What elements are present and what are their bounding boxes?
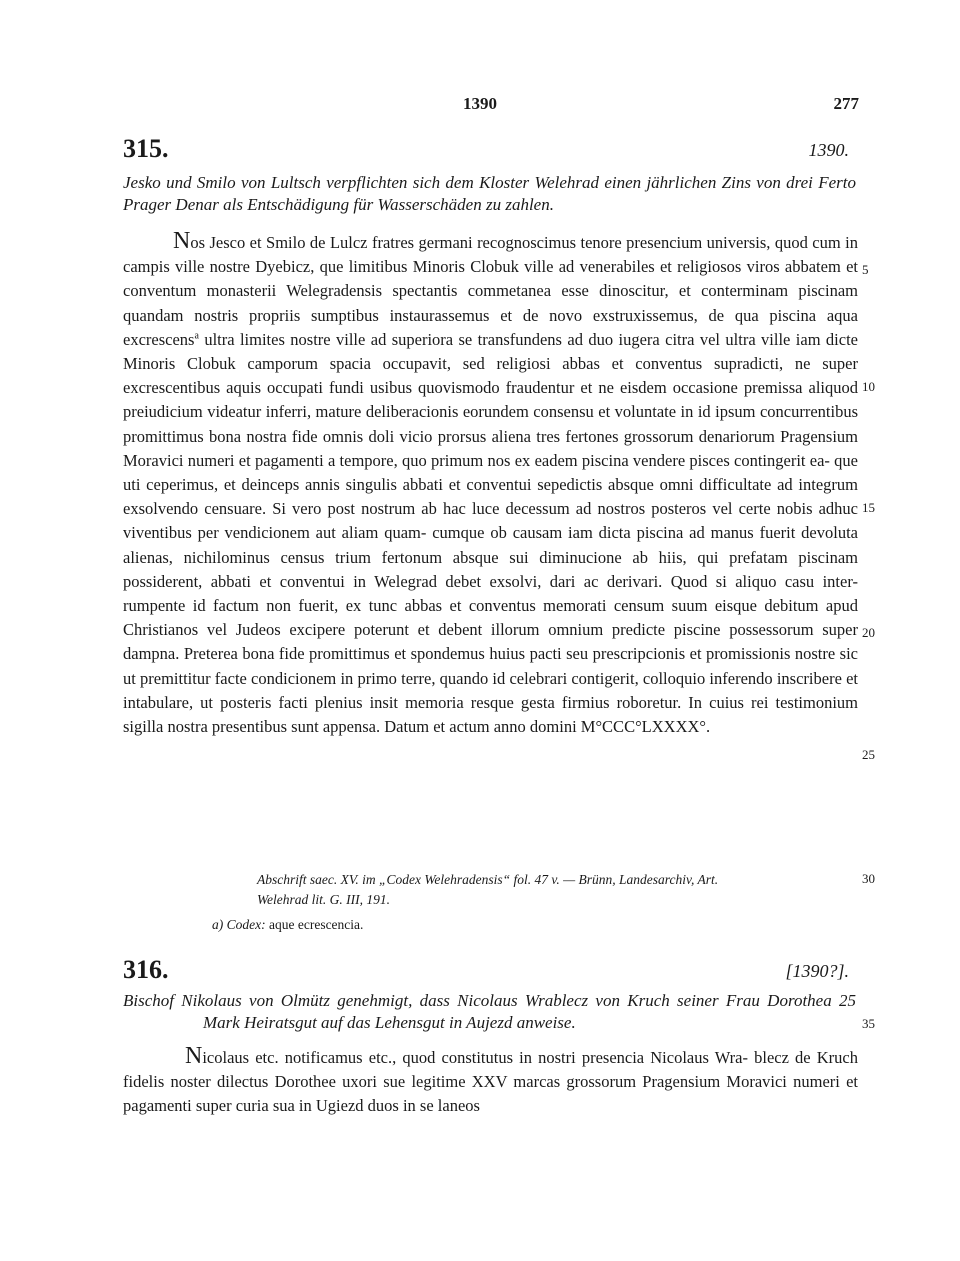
text-part: icolaus etc. notificamus etc., quod constitutus in nostri presencia Nicolaus Wra- blecz de Kruch fidelis noster dilectus Dorothee uxori sue legitime XXV marcas grossorum Pragensium Moravici numeri et pagamenti super curia sua in Ugiezd duos in se laneos — [123, 1048, 858, 1116]
line-number: 10 — [862, 379, 875, 394]
source-line: Welehrad lit. G. III, 191. — [257, 892, 390, 907]
doc-number: 315. — [123, 134, 169, 163]
doc-316-regest: Bischof Nikolaus von Olmütz genehmigt, dass Nicolaus Wrablecz von Kruch seiner Frau Dorothea 25 Mark Heiratsgut auf das Lehensgut in Aujezd anweise. — [123, 991, 856, 1032]
doc-number: 316. — [123, 955, 169, 984]
footnote — [212, 917, 363, 933]
footnote-marker: a — [194, 330, 199, 342]
line-number: 5 — [862, 262, 869, 277]
line-number: 20 — [862, 625, 875, 640]
footnote-label: a) Codex: — [212, 917, 266, 932]
text-part: os Jesco et Smilo de Lulcz fratres germani recognoscimus tenore presencium universis, quod cum in campis ville nostre Dyebicz, que limitibus Minoris Clobuk ville ad venerabiles et religiosos viros abbatem et conventum monasterii Welegradensis spectantis commetanea esse dinoscitur, et conterminam piscinam quandam nostris propriis sumptibus instaurassemus et de novo exstruxissemus, de qua piscina aqua excrescens — [123, 233, 858, 349]
doc-315-heading — [123, 134, 849, 164]
doc-316-heading — [123, 955, 849, 985]
doc-315-regest: Jesko und Smilo von Lultsch verpflichten sich dem Kloster Welehrad einen jährlichen Zins von drei Ferto Prager Denar als Entschädigung für Wasserschäden zu zahlen. — [123, 173, 856, 214]
text-part: ultra limites nostre ville ad superiora se transfundens ad duo iugera citra vel ultra ville iam dicte Minoris Clobuk camporum spacia occupavit, sed religiosi abbas et conventus supradicti, ne super excrescentibus aquis occupati fundi usibus quovismodo fraudentur et ne eisdem occasione premissa aliquod preiudicium videatur inferri, mature deliberacionis eorundem consensu et voluntate in id ipsum concurrentibus promittimus bona nostra fide omnis doli vicio prorsus aliena tres fertones grossorum denariorum Pragensium Moravici numeri et pagamenti a tempore, quo primum nos ex eadem piscina vendere pisces contingerit ea- que uti ceperimus, et deinceps annis singulis abbati et conventui sepedictis absque omni difficultate ad integrum exsolvendo censuare. Si vero post nostrum ab hac luce decessum ad nostros posteros vel certe nobis adhuc viventibus per vendicionem aut aliam quam- cumque ob causam iam dicta piscina ad manus fuerit devoluta alienas, nichilominus census trium fertonum absque sui diminucione ab hiis, qui prefatam piscinam possiderent, abbati et conventui in Welegrad debet exsolvi, dari ac derivari. Quod si aliquo casu inter- rumpente id factum non fuerit, ex tunc abbas et conventus memorati censum suum eisque debitum apud Christianos vel Judeos excipere poterunt et debent illorum omnium predicte piscine possessorum super dampna. Preterea bona fide promittimus et spondemus huius pacti seu prescripcionis et promissionis nostre sic ut premittitur facte condicionem in primo terre, quando id celebrari contigerit, colloquio inferendo inscribere et intabulare, ut posteris facti plenius insit memoria resque gesta firmius roboretur. In cuius rei testimonium sigilla nostra presentibus sunt appensa. Datum et actum anno domini M°CCC°LXXXX°. — [123, 329, 858, 737]
doc-date: [1390?]. — [785, 961, 849, 981]
source-line: Abschrift saec. XV. im „Codex Welehradensis“ fol. 47 v. — Brünn, Landesarchiv, Art. — [257, 872, 719, 887]
page-number: 277 — [833, 94, 859, 113]
line-number: 25 — [862, 747, 875, 762]
initial-letter: N — [185, 1043, 203, 1069]
footnote-text: aque ecrescencia. — [268, 917, 364, 932]
doc-316-text — [123, 1044, 858, 1119]
line-number: 15 — [862, 500, 875, 515]
doc-date: 1390. — [808, 140, 849, 160]
initial-letter: N — [173, 228, 191, 254]
line-number: 35 — [862, 1016, 875, 1031]
page-header — [123, 94, 859, 118]
doc-315-source — [257, 870, 857, 910]
running-head-year: 1390 — [463, 94, 497, 113]
doc-315-text — [123, 229, 858, 739]
line-number: 30 — [862, 871, 875, 886]
